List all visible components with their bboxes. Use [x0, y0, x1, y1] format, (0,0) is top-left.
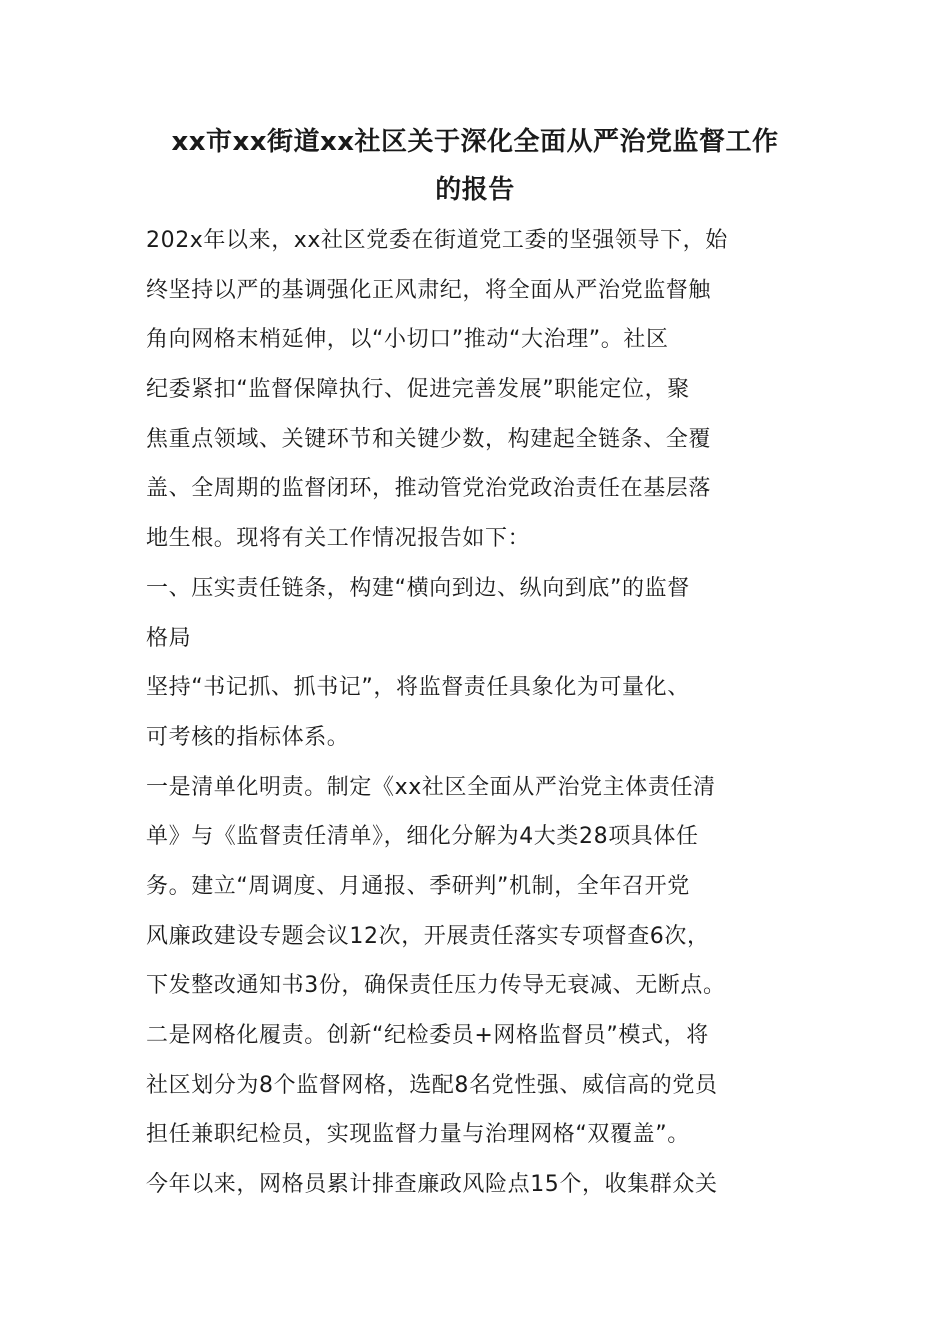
body-line: 单》与《监督责任清单》，细化分解为4大类28项具体任 — [146, 824, 699, 850]
body-line: 一是清单化明责。制定《xx社区全面从严治党主体责任清 — [146, 774, 716, 800]
body-line: 角向网格末梢延伸，以“小切口”推动“大治理”。社区 — [146, 327, 669, 353]
document-title-line-2: 的报告 — [435, 175, 515, 205]
section-heading-line: 格局 — [146, 625, 192, 651]
body-line: 担任兼职纪检员，实现监督力量与治理网格“双覆盖”。 — [146, 1122, 690, 1148]
body-line: 纪委紧扣“监督保障执行、促进完善发展”职能定位，聚 — [146, 377, 690, 403]
section-heading-line: 一、压实责任链条，构建“横向到边、纵向到底”的监督 — [146, 575, 690, 601]
body-line: 地生根。现将有关工作情况报告如下： — [146, 526, 531, 552]
body-line: 坚持“书记抓、抓书记”，将监督责任具象化为可量化、 — [146, 675, 690, 701]
body-line: 下发整改通知书3份，确保责任压力传导无衰减、无断点。 — [146, 973, 726, 999]
body-line: 务。建立“周调度、月通报、季研判”机制，全年召开党 — [146, 873, 690, 899]
body-line: 风廉政建设专题会议12次，开展责任落实专项督查6次， — [146, 923, 710, 949]
body-line: 今年以来，网格员累计排查廉政风险点15个，收集群众关 — [146, 1172, 718, 1198]
body-line: 终坚持以严的基调强化正风肃纪，将全面从严治党监督触 — [146, 277, 712, 303]
body-line: 202x年以来，xx社区党委在街道党工委的坚强领导下，始 — [146, 228, 728, 253]
body-line: 社区划分为8个监督网格，选配8名党性强、威信高的党员 — [146, 1072, 718, 1098]
body-line: 二是网格化履责。创新“纪检委员+网格监督员”模式，将 — [146, 1023, 709, 1048]
body-line: 焦重点领域、关键环节和关键少数，构建起全链条、全覆 — [146, 426, 712, 452]
document-body — [146, 216, 806, 1210]
document-title-line-1: xx市xx街道xx社区关于深化全面从严治党监督工作 — [171, 127, 779, 157]
body-line: 可考核的指标体系。 — [146, 724, 350, 750]
body-line: 盖、全周期的监督闭环，推动管党治党政治责任在基层落 — [146, 476, 712, 502]
